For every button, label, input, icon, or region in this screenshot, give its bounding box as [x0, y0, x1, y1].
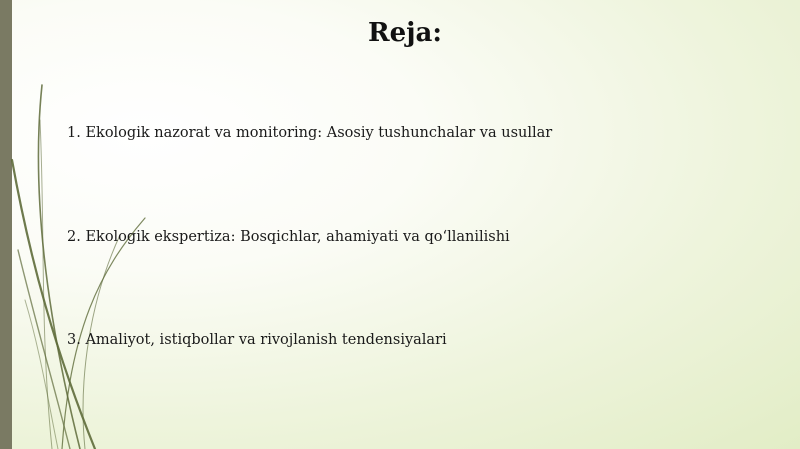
- plan-item-3: 3. Amaliyot, istiqbollar va rivojlanish tendensiyalari: [67, 332, 447, 348]
- plan-item-2: 2. Ekologik ekspertiza: Bosqichlar, ahamiyati va qo‘llanilishi: [67, 229, 510, 245]
- plan-item-1: 1. Ekologik nazorat va monitoring: Asosiy tushunchalar va usullar: [67, 125, 553, 141]
- slide-title: Reja:: [367, 18, 442, 48]
- grass-decoration: [0, 0, 200, 449]
